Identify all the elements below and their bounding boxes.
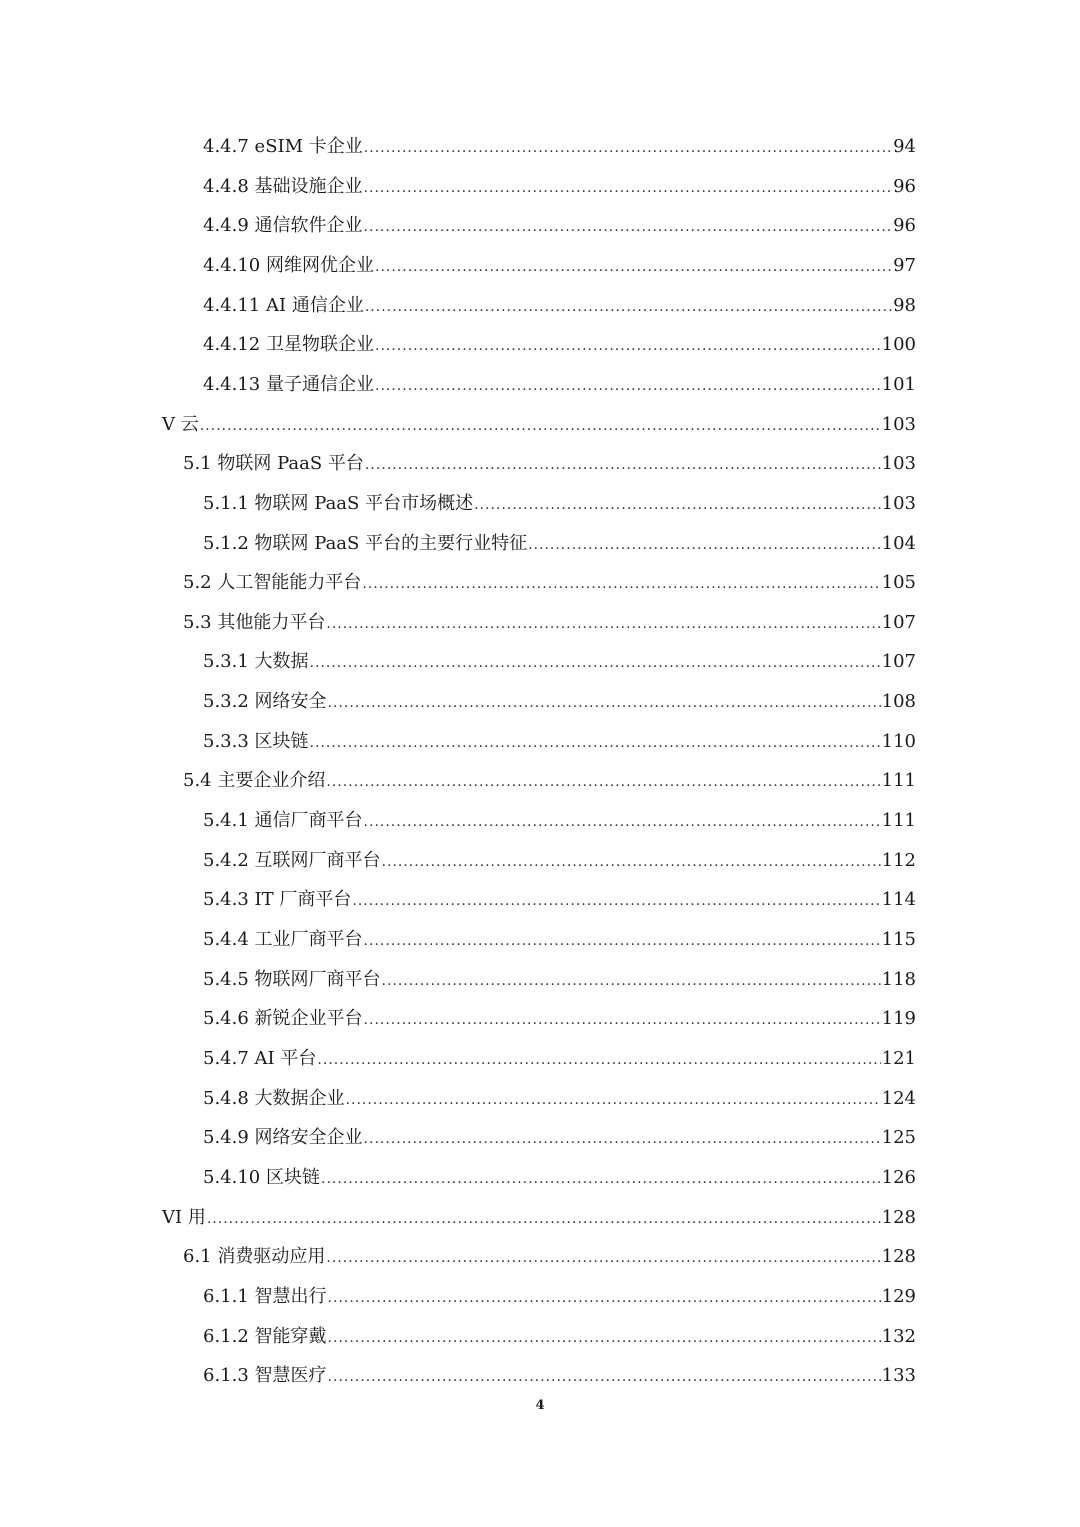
toc-dot-leader xyxy=(326,1238,880,1278)
toc-dot-leader xyxy=(352,881,880,921)
page-number: 4 xyxy=(535,1398,545,1413)
toc-entry-title: 物联网 PaaS 平台的主要行业特征 xyxy=(254,532,528,554)
toc-entry[interactable] xyxy=(203,841,916,881)
toc-entry-page: 105 xyxy=(881,572,916,594)
toc-entry-title: AI 通信企业 xyxy=(266,294,364,316)
toc-dot-leader xyxy=(474,485,881,525)
toc-entry-page: 96 xyxy=(893,175,916,197)
toc-entry-title: 网络安全 xyxy=(254,691,327,713)
toc-entry-number: 4.4.11 xyxy=(203,294,261,316)
toc-entry-number: 5.4.8 xyxy=(203,1087,249,1109)
toc-entry-page: 121 xyxy=(881,1047,916,1069)
toc-entry[interactable] xyxy=(203,206,916,246)
toc-entry-title: 区块链 xyxy=(266,1166,320,1188)
toc-entry-title: 互联网厂商平台 xyxy=(254,849,381,871)
toc-entry-title: 物联网 PaaS 平台市场概述 xyxy=(254,492,474,514)
toc-entry-title: 工业厂商平台 xyxy=(254,929,363,950)
toc-dot-leader xyxy=(528,525,881,565)
toc-entry[interactable] xyxy=(203,920,916,960)
toc-entry-number: 5.4.5 xyxy=(203,968,249,990)
toc-dot-leader xyxy=(382,842,881,882)
toc-entry-page: 98 xyxy=(893,294,916,316)
toc-entry[interactable] xyxy=(183,1237,916,1277)
toc-entry[interactable] xyxy=(203,1158,916,1198)
toc-entry-page: 111 xyxy=(881,810,916,832)
toc-entry-number: 6.1 xyxy=(183,1246,212,1268)
toc-entry-title: AI 平台 xyxy=(254,1047,317,1069)
toc-entry-page: 132 xyxy=(881,1325,916,1347)
toc-entry[interactable] xyxy=(183,563,916,603)
toc-entry-title: 网络安全企业 xyxy=(254,1127,363,1149)
toc-dot-leader xyxy=(364,1000,881,1040)
toc-entry-page: 114 xyxy=(881,889,916,911)
toc-entry-title: 卫星物联企业 xyxy=(266,334,374,356)
toc-entry-title: 智慧出行 xyxy=(254,1285,327,1307)
toc-entry-number: 5.1.1 xyxy=(203,492,249,514)
toc-entry-number: 6.1.2 xyxy=(203,1325,249,1347)
toc-entry-number: 5.3.1 xyxy=(203,651,249,673)
toc-entry-page: 111 xyxy=(881,770,916,792)
toc-entry[interactable] xyxy=(203,1356,916,1396)
toc-entry[interactable] xyxy=(203,1277,916,1317)
toc-dot-leader xyxy=(207,1199,881,1239)
toc-entry[interactable] xyxy=(203,484,916,524)
toc-entry-page: 128 xyxy=(881,1246,916,1268)
toc-entry-number: 4.4.13 xyxy=(203,373,261,395)
toc-entry-page: 107 xyxy=(881,611,916,633)
toc-entry-page: 104 xyxy=(881,532,916,554)
toc-entry[interactable] xyxy=(183,603,916,643)
toc-dot-leader xyxy=(328,1278,881,1318)
toc-entry-title: 消费驱动应用 xyxy=(217,1246,326,1268)
toc-entry-number: 4.4.9 xyxy=(203,215,249,237)
toc-entry-title: IT 厂商平台 xyxy=(254,889,352,911)
toc-entry-title: 区块链 xyxy=(254,730,309,752)
toc-entry-number: 4.4.8 xyxy=(203,175,249,197)
toc-entry[interactable] xyxy=(203,722,916,762)
toc-entry-page: 126 xyxy=(881,1166,916,1188)
toc-entry-title: 用 xyxy=(187,1206,206,1228)
toc-entry-number: 5.4.9 xyxy=(203,1127,249,1149)
toc-entry-page: 94 xyxy=(893,136,916,157)
toc-entry-page: 124 xyxy=(881,1087,916,1109)
toc-dot-leader xyxy=(200,406,881,446)
toc-entry-title: 物联网厂商平台 xyxy=(254,968,381,990)
toc-entry[interactable] xyxy=(203,246,916,286)
toc-entry-number: 4.4.10 xyxy=(203,254,261,276)
toc-entry[interactable] xyxy=(203,1079,916,1119)
toc-entry-title: 通信厂商平台 xyxy=(254,810,363,832)
toc-entry-title: 人工智能能力平台 xyxy=(217,572,362,594)
toc-dot-leader xyxy=(365,445,881,485)
toc-entry-page: 129 xyxy=(881,1285,916,1307)
toc-dot-leader xyxy=(382,961,881,1001)
toc-entry-page: 112 xyxy=(881,849,916,871)
toc-entry[interactable] xyxy=(203,325,916,365)
toc-entry[interactable] xyxy=(203,1317,916,1357)
toc-dot-leader xyxy=(326,604,880,644)
toc-entry[interactable] xyxy=(203,167,916,207)
toc-entry-number: 5.3.2 xyxy=(203,691,249,713)
toc-entry-title: 基础设施企业 xyxy=(254,175,363,197)
toc-entry-page: 107 xyxy=(881,651,916,673)
toc-entry[interactable] xyxy=(203,682,916,722)
toc-entry-page: 110 xyxy=(881,730,916,752)
toc-entry[interactable] xyxy=(183,761,916,801)
toc-entry-title: 物联网 PaaS 平台 xyxy=(217,453,364,475)
toc-dot-leader xyxy=(375,366,881,406)
toc-entry[interactable] xyxy=(203,524,916,564)
toc-entry-number: 5.4.3 xyxy=(203,889,249,911)
toc-entry-number: 5.4.6 xyxy=(203,1008,249,1030)
toc-entry-title: 通信软件企业 xyxy=(254,215,363,237)
toc-dot-leader xyxy=(362,564,880,604)
toc-entry-title: 新锐企业平台 xyxy=(254,1008,363,1030)
toc-dot-leader xyxy=(364,802,881,842)
toc-entry-number: 4.4.12 xyxy=(203,334,261,356)
toc-dot-leader xyxy=(375,247,892,287)
toc-entry-number: 5.4.2 xyxy=(203,849,249,871)
toc-entry[interactable] xyxy=(203,1039,916,1079)
toc-entry-page: 119 xyxy=(881,1008,916,1030)
toc-entry[interactable] xyxy=(203,286,916,326)
toc-dot-leader xyxy=(364,128,892,168)
toc-entry-number: 5.4.7 xyxy=(203,1047,249,1069)
toc-entry-page: 128 xyxy=(881,1206,916,1228)
toc-entry-number: 6.1.3 xyxy=(203,1365,249,1387)
toc-entry-number: 5.3 xyxy=(183,611,212,633)
toc-entry[interactable] xyxy=(203,880,916,920)
toc-entry-number: 5.1 xyxy=(183,453,212,475)
toc-entry-title: 其他能力平台 xyxy=(217,611,326,633)
toc-entry-number: 4.4.7 xyxy=(203,136,249,157)
toc-entry[interactable] xyxy=(162,1198,916,1238)
toc-entry[interactable] xyxy=(183,444,916,484)
toc-entry-page: 103 xyxy=(881,492,916,514)
toc-entry-page: 103 xyxy=(881,413,916,435)
toc-entry-title: 大数据企业 xyxy=(254,1087,345,1109)
toc-entry-page: 133 xyxy=(881,1365,916,1387)
toc-entry-page: 103 xyxy=(881,453,916,475)
toc-dot-leader xyxy=(328,1357,881,1397)
toc-dot-leader xyxy=(364,1119,881,1159)
toc-entry-page: 125 xyxy=(881,1127,916,1149)
toc-dot-leader xyxy=(365,287,892,327)
toc-entry[interactable] xyxy=(162,405,916,445)
toc-dot-leader xyxy=(364,921,881,961)
toc-dot-leader xyxy=(375,326,881,366)
toc-entry-number: 6.1.1 xyxy=(203,1285,249,1307)
toc-dot-leader xyxy=(328,683,881,723)
toc-dot-leader xyxy=(364,168,893,208)
toc-entry-title: 主要企业介绍 xyxy=(217,770,326,792)
toc-entry-number: 5.4 xyxy=(183,770,212,792)
toc-dot-leader xyxy=(317,1040,880,1080)
toc-entry-number: VI xyxy=(162,1206,183,1228)
toc-dot-leader xyxy=(328,1318,881,1358)
toc-entry-title: 网维网优企业 xyxy=(266,254,374,276)
toc-entry-page: 97 xyxy=(893,254,916,276)
toc-dot-leader xyxy=(310,723,881,763)
toc-entry[interactable] xyxy=(203,999,916,1039)
toc-entry[interactable] xyxy=(203,801,916,841)
toc-entry-title: 大数据 xyxy=(254,651,309,673)
toc-entry-number: 5.3.3 xyxy=(203,730,249,752)
toc-entry-number: 5.4.4 xyxy=(203,929,249,950)
toc-entry-page: 96 xyxy=(893,215,916,237)
toc-entry-page: 108 xyxy=(881,691,916,713)
toc-entry[interactable] xyxy=(203,127,916,167)
toc-entry-page: 101 xyxy=(881,373,916,395)
toc-dot-leader xyxy=(364,207,893,247)
toc-entry-page: 100 xyxy=(881,334,916,356)
toc-entry-page: 118 xyxy=(881,968,916,990)
toc-dot-leader xyxy=(346,1080,881,1120)
toc-entry[interactable] xyxy=(203,365,916,405)
toc-entry[interactable] xyxy=(203,642,916,682)
toc-entry-number: 5.4.1 xyxy=(203,810,249,832)
toc-entry-number: V xyxy=(162,413,175,435)
toc-entry-title: 量子通信企业 xyxy=(266,373,374,395)
toc-dot-leader xyxy=(310,643,881,683)
toc-entry-title: eSIM 卡企业 xyxy=(254,136,363,157)
toc-dot-leader xyxy=(321,1159,881,1199)
toc-entry[interactable] xyxy=(203,960,916,1000)
toc-entry-number: 5.2 xyxy=(183,572,212,594)
toc-entry-title: 智能穿戴 xyxy=(254,1325,327,1347)
toc-entry-title: 智慧医疗 xyxy=(254,1365,327,1387)
toc-dot-leader xyxy=(326,762,880,802)
toc-entry-number: 5.1.2 xyxy=(203,532,249,554)
toc-entry-page: 115 xyxy=(881,929,916,950)
toc-entry-number: 5.4.10 xyxy=(203,1166,261,1188)
toc-entry-title: 云 xyxy=(180,413,199,435)
toc-entry[interactable] xyxy=(203,1118,916,1158)
